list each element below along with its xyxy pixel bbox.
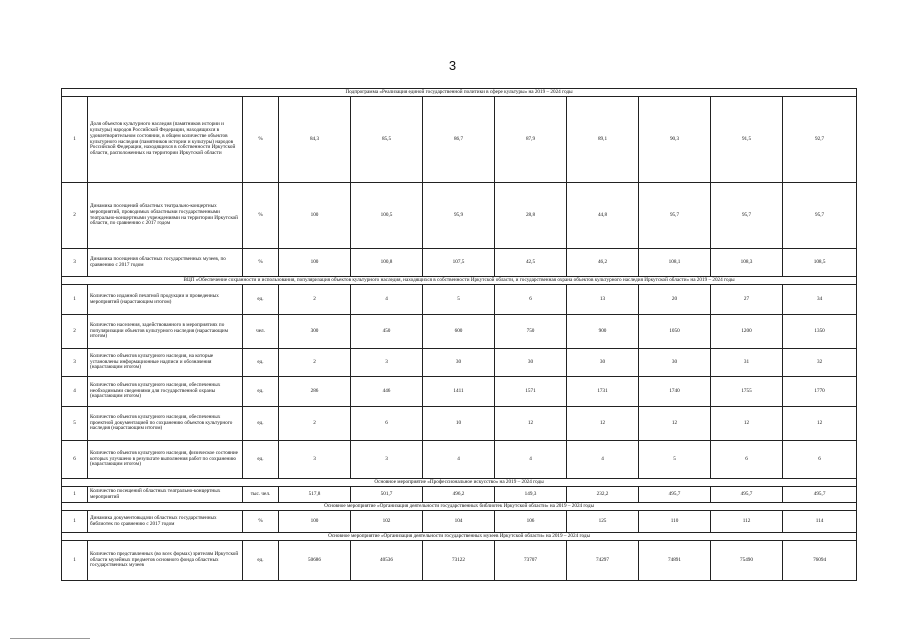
- row-number: 2: [62, 183, 88, 249]
- section-header-row: [62, 503, 857, 511]
- value-cell: 6: [711, 441, 783, 479]
- value-cell: 2: [279, 349, 351, 377]
- value-cell: 74297: [567, 541, 639, 581]
- value-cell: 446: [351, 377, 423, 407]
- value-cell: 286: [279, 377, 351, 407]
- value-cell: 73707: [495, 541, 567, 581]
- value-cell: 50686: [279, 541, 351, 581]
- row-number: 1: [62, 487, 88, 503]
- table-row: [62, 407, 857, 441]
- value-cell: 4: [567, 441, 639, 479]
- row-number: 2: [62, 315, 88, 349]
- unit-cell: ед.: [243, 285, 279, 315]
- value-cell: 6: [351, 407, 423, 441]
- value-cell: 2: [279, 407, 351, 441]
- unit-cell: ед.: [243, 407, 279, 441]
- value-cell: 1755: [711, 377, 783, 407]
- unit-cell: чел.: [243, 315, 279, 349]
- value-cell: 12: [495, 407, 567, 441]
- indicator-name: Количество объектов культурного наследия, на которые установлены информационные надписи и обозначения (нарастающим итогом): [88, 349, 243, 377]
- value-cell: 30: [567, 349, 639, 377]
- value-cell: 13: [567, 285, 639, 315]
- indicator-name: Динамика посещений областных театрально-концертных мероприятий, проводимых областными государственными театрально-концертными учреждениями на территории Иркутской области, по сравнению с 2017 годом: [88, 183, 243, 249]
- indicator-name: Динамика посещения областных государственных музеев, по сравнению с 2017 годом: [88, 249, 243, 277]
- value-cell: 100,5: [351, 183, 423, 249]
- value-cell: 12: [783, 407, 857, 441]
- table-row: [62, 285, 857, 315]
- value-cell: 108,3: [711, 249, 783, 277]
- value-cell: 108,1: [639, 249, 711, 277]
- value-cell: 30: [423, 349, 495, 377]
- table-row: [62, 511, 857, 533]
- value-cell: 85,5: [351, 97, 423, 183]
- value-cell: 30: [639, 349, 711, 377]
- value-cell: 2: [279, 285, 351, 315]
- section-title: ВЦП «Обеспечение сохранности и использования, популяризация объектов культурного наследия, находящихся в собственности Иркутской области, и государственная охрана объектов культурного наследия Иркутской области» на 2019 – 2024 годы: [62, 277, 857, 285]
- indicator-name: Количество посещений областных театрально-концертных мероприятий: [88, 487, 243, 503]
- value-cell: 496,2: [423, 487, 495, 503]
- indicator-name: Динамика документовыдачи областных государственных библиотек по сравнению с 2017 годом: [88, 511, 243, 533]
- value-cell: 495,7: [783, 487, 857, 503]
- indicator-name: Количество представленных (во всех формах) зрителям Иркутской области музейных предметов основного фонда областных государственных музеев: [88, 541, 243, 581]
- value-cell: 76094: [783, 541, 857, 581]
- value-cell: 27: [711, 285, 783, 315]
- value-cell: 28,8: [495, 183, 567, 249]
- indicator-name: Количество объектов культурного наследия, физическое состояние которых улучшено в результате выполнения работ по сохранению (нарастающим итогом): [88, 441, 243, 479]
- section-title: Основное мероприятие «Организация деятельности государственных библиотек Иркутской области» на 2019 – 2024 годы: [62, 503, 857, 511]
- value-cell: 12: [567, 407, 639, 441]
- value-cell: 75490: [711, 541, 783, 581]
- value-cell: 108,5: [783, 249, 857, 277]
- section-header-row: [62, 277, 857, 285]
- value-cell: 102: [351, 511, 423, 533]
- unit-cell: ед.: [243, 441, 279, 479]
- indicators-table: [61, 88, 857, 581]
- value-cell: 1411: [423, 377, 495, 407]
- value-cell: 107,5: [423, 249, 495, 277]
- row-number: 6: [62, 441, 88, 479]
- row-number: 1: [62, 285, 88, 315]
- value-cell: 87,9: [495, 97, 567, 183]
- value-cell: 91,5: [711, 97, 783, 183]
- value-cell: 300: [279, 315, 351, 349]
- row-number: 3: [62, 249, 88, 277]
- value-cell: 750: [495, 315, 567, 349]
- table-row: [62, 315, 857, 349]
- section-title: Основное мероприятие «Профессиональное искусство» на 2019 – 2024 годы: [62, 479, 857, 487]
- value-cell: 74891: [639, 541, 711, 581]
- value-cell: 92,7: [783, 97, 857, 183]
- value-cell: 95,9: [423, 183, 495, 249]
- value-cell: 125: [567, 511, 639, 533]
- value-cell: 5: [639, 441, 711, 479]
- value-cell: 495,7: [639, 487, 711, 503]
- page-number: 3: [448, 58, 457, 73]
- value-cell: 31: [711, 349, 783, 377]
- indicator-name: Доля объектов культурного наследия (памятников истории и культуры) народов Российской Федерации, находящихся в удовлетворительном состоянии, в общем количестве объектов культурного наследия (памятников истории и культуры) народов Российской Федерации, находящихся в собственности Иркутской области, расположенных на территории Иркутской области: [88, 97, 243, 183]
- row-number: 3: [62, 349, 88, 377]
- value-cell: 1050: [639, 315, 711, 349]
- value-cell: 84,3: [279, 97, 351, 183]
- value-cell: 1731: [567, 377, 639, 407]
- value-cell: 44,8: [567, 183, 639, 249]
- value-cell: 900: [567, 315, 639, 349]
- row-number: 1: [62, 97, 88, 183]
- value-cell: 1740: [639, 377, 711, 407]
- value-cell: 501,7: [351, 487, 423, 503]
- value-cell: 95,7: [639, 183, 711, 249]
- value-cell: 32: [783, 349, 857, 377]
- unit-cell: тыс. чел.: [243, 487, 279, 503]
- value-cell: 1571: [495, 377, 567, 407]
- indicator-name: Количество объектов культурного наследия, обеспеченных проектной документацией по сохранению объектов культурного наследия (нарастающим итогом): [88, 407, 243, 441]
- value-cell: 110: [639, 511, 711, 533]
- value-cell: 12: [639, 407, 711, 441]
- value-cell: 89,1: [567, 97, 639, 183]
- table-row: [62, 97, 857, 183]
- value-cell: 517,8: [279, 487, 351, 503]
- value-cell: 4: [351, 285, 423, 315]
- indicator-name: Количество населения, задействованного в мероприятиях по популяризации объектов культурного наследия (нарастающим итогом): [88, 315, 243, 349]
- table-row: [62, 441, 857, 479]
- value-cell: 95,7: [783, 183, 857, 249]
- value-cell: 34: [783, 285, 857, 315]
- section-header-row: [62, 533, 857, 541]
- value-cell: 104: [423, 511, 495, 533]
- value-cell: 450: [351, 315, 423, 349]
- value-cell: 5: [423, 285, 495, 315]
- section-title: Подпрограмма «Реализация единой государственной политики в сфере культуры» на 2019 – 2024 годы: [62, 89, 857, 97]
- value-cell: 6: [495, 285, 567, 315]
- value-cell: 114: [783, 511, 857, 533]
- indicator-name: Количество изданной печатной продукции и проведенных мероприятий (нарастающим итогом): [88, 285, 243, 315]
- table-row: [62, 349, 857, 377]
- section-header-row: [62, 479, 857, 487]
- value-cell: 3: [351, 349, 423, 377]
- value-cell: 495,7: [711, 487, 783, 503]
- table-row: [62, 487, 857, 503]
- value-cell: 95,7: [711, 183, 783, 249]
- value-cell: 1350: [783, 315, 857, 349]
- value-cell: 30: [495, 349, 567, 377]
- row-number: 4: [62, 377, 88, 407]
- value-cell: 42,5: [495, 249, 567, 277]
- value-cell: 4: [423, 441, 495, 479]
- value-cell: 149,3: [495, 487, 567, 503]
- unit-cell: %: [243, 183, 279, 249]
- value-cell: 6: [783, 441, 857, 479]
- value-cell: 100: [279, 511, 351, 533]
- row-number: 5: [62, 407, 88, 441]
- value-cell: 12: [711, 407, 783, 441]
- value-cell: 90,3: [639, 97, 711, 183]
- value-cell: 112: [711, 511, 783, 533]
- value-cell: 100: [279, 183, 351, 249]
- unit-cell: %: [243, 97, 279, 183]
- value-cell: 600: [423, 315, 495, 349]
- table-row: [62, 183, 857, 249]
- value-cell: 106: [495, 511, 567, 533]
- unit-cell: %: [243, 249, 279, 277]
- section-title: Основное мероприятие «Организация деятельности государственных музеев Иркутской области» на 2019 – 2024 годы: [62, 533, 857, 541]
- unit-cell: ед.: [243, 541, 279, 581]
- table-row: [62, 377, 857, 407]
- row-number: 1: [62, 511, 88, 533]
- indicator-name: Количество объектов культурного наследия, обеспеченных необходимыми сведениями для государственной охраны (нарастающим итогом): [88, 377, 243, 407]
- value-cell: 100,8: [351, 249, 423, 277]
- value-cell: 232,2: [567, 487, 639, 503]
- value-cell: 86,7: [423, 97, 495, 183]
- table-row: [62, 541, 857, 581]
- value-cell: 46,2: [567, 249, 639, 277]
- value-cell: 10: [423, 407, 495, 441]
- value-cell: 40536: [351, 541, 423, 581]
- value-cell: 3: [279, 441, 351, 479]
- value-cell: 3: [351, 441, 423, 479]
- value-cell: 4: [495, 441, 567, 479]
- section-header-row: [62, 89, 857, 97]
- value-cell: 73122: [423, 541, 495, 581]
- value-cell: 20: [639, 285, 711, 315]
- unit-cell: ед.: [243, 377, 279, 407]
- unit-cell: %: [243, 511, 279, 533]
- row-number: 1: [62, 541, 88, 581]
- unit-cell: ед.: [243, 349, 279, 377]
- table-row: [62, 249, 857, 277]
- value-cell: 1200: [711, 315, 783, 349]
- value-cell: 1770: [783, 377, 857, 407]
- scan-line: [10, 638, 90, 639]
- value-cell: 100: [279, 249, 351, 277]
